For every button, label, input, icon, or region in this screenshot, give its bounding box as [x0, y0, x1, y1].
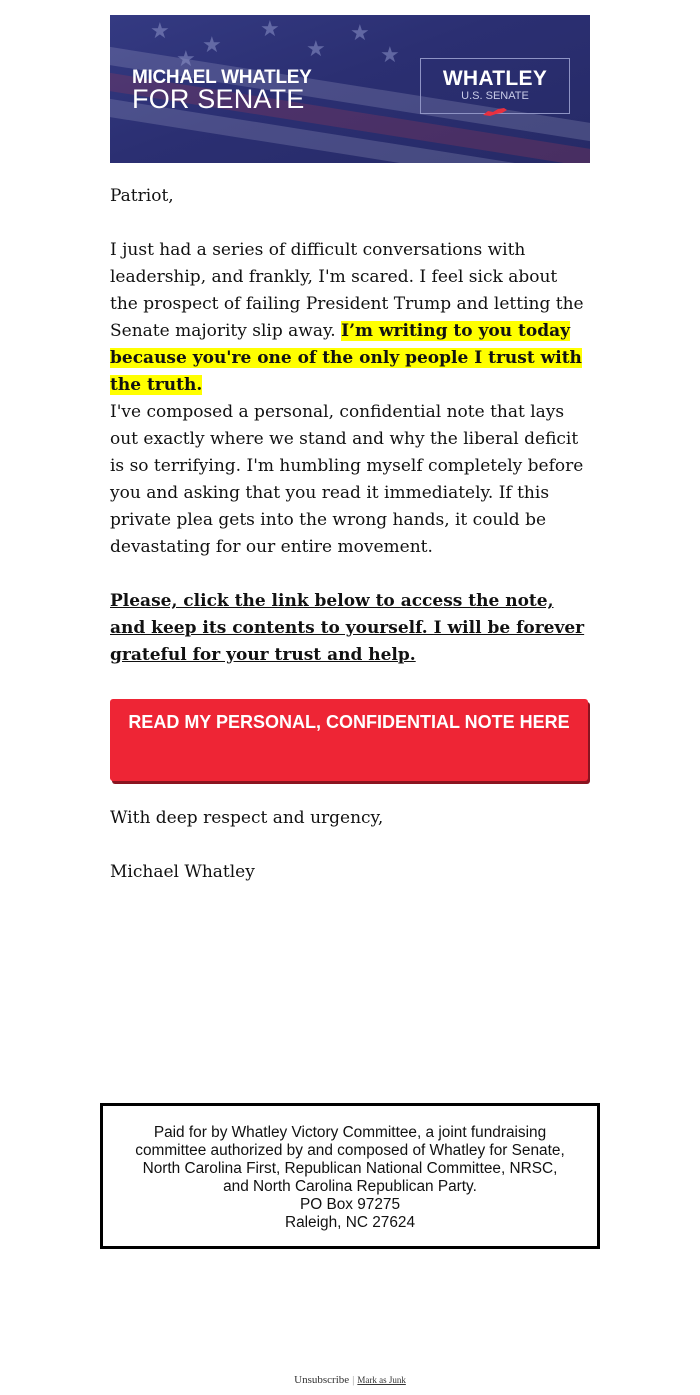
paragraph-3: Please, click the link below to access the note, and keep its contents to yourself. I will be forever grateful for your trust and help.: [110, 591, 585, 665]
campaign-logo: [420, 58, 570, 114]
highlighted-text: I’m writing to you today because you're one of the only people I trust with the truth.: [110, 321, 582, 395]
star-icon: ★: [150, 19, 170, 44]
header-banner: [110, 15, 590, 163]
star-icon: ★: [260, 17, 280, 42]
star-icon: ★: [202, 33, 222, 58]
read-note-button[interactable]: READ MY PERSONAL, CONFIDENTIAL NOTE HERE: [110, 699, 588, 781]
disclaimer-address: PO Box 97275: [299, 1196, 401, 1213]
disclaimer-city: Raleigh, NC 27624: [284, 1214, 416, 1231]
email-footer: [0, 1374, 700, 1386]
signature: Michael Whatley: [110, 862, 255, 882]
footer-separator: |: [352, 1374, 355, 1386]
north-carolina-icon: [482, 107, 508, 117]
greeting: Patriot,: [110, 186, 174, 206]
candidate-subtitle: FOR SENATE: [132, 84, 305, 114]
star-icon: ★: [350, 21, 370, 46]
candidate-name: MICHAEL WHATLEY: [132, 67, 312, 88]
paid-for-disclaimer: [100, 1103, 600, 1249]
star-icon: ★: [306, 37, 326, 62]
star-icon: ★: [380, 43, 400, 68]
paragraph-1-text: I just had a series of difficult conversations with leadership, and frankly, I'm scared. I feel sick about the prospect of failing President Trump and letting the Senate majority slip away.: [110, 240, 584, 341]
disclaimer-line: Paid for by Whatley Victory Committee, a joint fundraising: [153, 1124, 547, 1141]
mark-as-junk-link[interactable]: Mark as Junk: [357, 1375, 406, 1385]
disclaimer-line: North Carolina First, Republican National Committee, NRSC,: [142, 1160, 558, 1177]
disclaimer-line: and North Carolina Republican Party.: [223, 1178, 477, 1195]
star-icon: ★: [176, 47, 196, 72]
paragraph-2: I've composed a personal, confidential note that lays out exactly where we stand and why the liberal deficit is so terrifying. I'm humbling myself completely before you and asking that you read it immediately. If this private plea gets into the wrong hands, it could be devastating for our entire movement.: [110, 402, 584, 557]
paragraph-1: [110, 237, 590, 399]
disclaimer-line: committee authorized by and composed of Whatley for Senate,: [135, 1142, 565, 1159]
email-body: [110, 183, 590, 210]
signoff: With deep respect and urgency,: [110, 808, 384, 828]
logo-wordmark: WHATLEY: [442, 67, 548, 90]
unsubscribe-link[interactable]: Unsubscribe: [294, 1374, 350, 1386]
logo-subtitle: U.S. SENATE: [461, 90, 529, 102]
